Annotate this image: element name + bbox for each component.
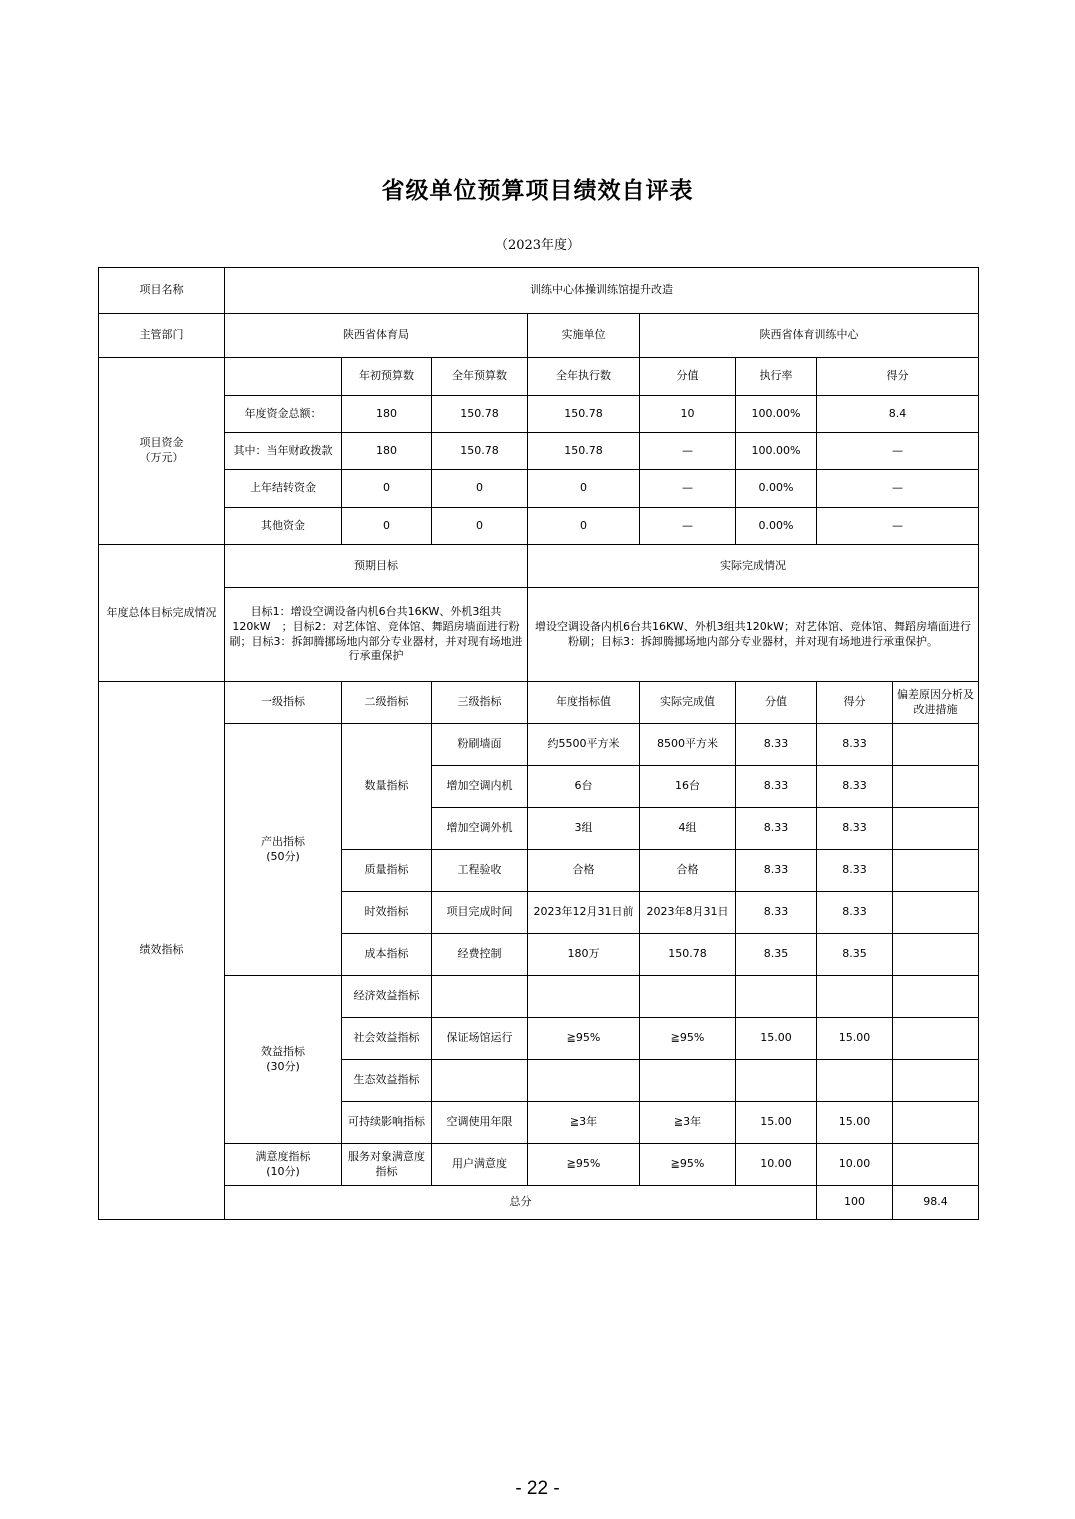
actual-cell: 4组 <box>640 808 736 850</box>
funds-cell: 0 <box>432 470 528 508</box>
project-name: 训练中心体操训练馆提升改造 <box>225 268 979 314</box>
target-cell: 180万 <box>528 934 640 976</box>
total-row <box>99 1186 979 1220</box>
score-cell: 15.00 <box>817 1102 893 1144</box>
funds-cell: 0 <box>432 508 528 545</box>
level2-sustainable: 可持续影响指标 <box>342 1102 432 1144</box>
funds-cell: 10 <box>640 396 736 433</box>
impl-label: 实施单位 <box>528 314 640 358</box>
note-cell <box>893 1060 979 1102</box>
actual-completion-label: 实际完成情况 <box>528 545 979 588</box>
funds-cell: 150.78 <box>432 396 528 433</box>
funds-cell: 0 <box>342 508 432 545</box>
level2-economic: 经济效益指标 <box>342 976 432 1018</box>
funds-cell: 150.78 <box>528 433 640 470</box>
value-cell: 15.00 <box>736 1102 817 1144</box>
page-number: - 22 - <box>515 1478 560 1499</box>
funds-cell: 8.4 <box>817 396 979 433</box>
funds-cell: — <box>817 508 979 545</box>
funds-header: 年初预算数 <box>342 358 432 396</box>
level3-cell: 空调使用年限 <box>432 1102 528 1144</box>
funds-cell: 0 <box>528 470 640 508</box>
value-cell: 8.35 <box>736 934 817 976</box>
level2-ecological: 生态效益指标 <box>342 1060 432 1102</box>
level2-social: 社会效益指标 <box>342 1018 432 1060</box>
score-cell: 15.00 <box>817 1018 893 1060</box>
level1-output: 产出指标 (50分) <box>225 724 342 976</box>
level3-cell: 粉刷墙面 <box>432 724 528 766</box>
total-value: 100 <box>817 1186 893 1220</box>
target-cell: ≧95% <box>528 1018 640 1060</box>
note-cell <box>893 766 979 808</box>
level3-cell: 保证场馆运行 <box>432 1018 528 1060</box>
level2-service-satisfaction: 服务对象满意度指标 <box>342 1144 432 1186</box>
score-cell: 8.33 <box>817 850 893 892</box>
funds-row-label: 年度资金总额： <box>225 396 342 433</box>
indicator-row <box>99 976 979 1018</box>
goals-label: 年度总体目标完成情况 <box>99 545 225 682</box>
score-cell: 8.33 <box>817 766 893 808</box>
level2-timeliness: 时效指标 <box>342 892 432 934</box>
total-label: 总分 <box>225 1186 817 1220</box>
actual-cell: 合格 <box>640 850 736 892</box>
level2-quality: 质量指标 <box>342 850 432 892</box>
actual-cell: ≧95% <box>640 1144 736 1186</box>
level3-cell <box>432 1060 528 1102</box>
funds-cell: 100.00% <box>736 433 817 470</box>
funds-row-label: 其中：当年财政拨款 <box>225 433 342 470</box>
performance-header: 二级指标 <box>342 682 432 724</box>
score-cell: 8.33 <box>817 808 893 850</box>
note-cell <box>893 1144 979 1186</box>
funds-header: 得分 <box>817 358 979 396</box>
value-cell: 8.33 <box>736 724 817 766</box>
funds-header: 全年预算数 <box>432 358 528 396</box>
value-cell: 8.33 <box>736 850 817 892</box>
value-cell <box>736 1060 817 1102</box>
funds-cell: 0 <box>528 508 640 545</box>
funds-cell: — <box>817 470 979 508</box>
actual-cell: 16台 <box>640 766 736 808</box>
performance-header: 得分 <box>817 682 893 724</box>
target-cell <box>528 1060 640 1102</box>
funds-row <box>99 508 979 545</box>
funds-cell: 180 <box>342 433 432 470</box>
indicator-row <box>99 724 979 766</box>
funds-cell: 0.00% <box>736 470 817 508</box>
score-cell <box>817 1060 893 1102</box>
target-cell: ≧95% <box>528 1144 640 1186</box>
actual-cell: 150.78 <box>640 934 736 976</box>
funds-cell: 0 <box>342 470 432 508</box>
expected-goal-label: 预期目标 <box>225 545 528 588</box>
expected-goal-text: 目标1：增设空调设备内机6台共16KW、外机3组共120kW ；目标2：对艺体馆、竞体馆、舞蹈房墙面进行粉刷；目标3：拆卸腾挪场地内部分专业器材，并对现有场地进行承重保护 <box>225 588 528 682</box>
funds-cell: 180 <box>342 396 432 433</box>
value-cell: 10.00 <box>736 1144 817 1186</box>
document-title: 省级单位预算项目绩效自评表 <box>381 178 694 204</box>
level3-cell: 经费控制 <box>432 934 528 976</box>
funds-cell: — <box>640 470 736 508</box>
level1-satisfaction: 满意度指标 (10分) <box>225 1144 342 1186</box>
score-cell: 10.00 <box>817 1144 893 1186</box>
performance-label: 绩效指标 <box>99 682 225 1220</box>
note-cell <box>893 724 979 766</box>
actual-cell <box>640 976 736 1018</box>
performance-header: 偏差原因分析及改进措施 <box>893 682 979 724</box>
target-cell: 6台 <box>528 766 640 808</box>
value-cell: 15.00 <box>736 1018 817 1060</box>
actual-cell: ≧3年 <box>640 1102 736 1144</box>
score-cell: 8.33 <box>817 892 893 934</box>
funds-header: 分值 <box>640 358 736 396</box>
funds-cell: — <box>817 433 979 470</box>
funds-row-label: 上年结转资金 <box>225 470 342 508</box>
project-name-label: 项目名称 <box>99 268 225 314</box>
funds-header: 全年执行数 <box>528 358 640 396</box>
note-cell <box>893 1102 979 1144</box>
target-cell: 2023年12月31日前 <box>528 892 640 934</box>
value-cell: 8.33 <box>736 808 817 850</box>
note-cell <box>893 808 979 850</box>
score-cell: 8.33 <box>817 724 893 766</box>
document-subtitle: （2023年度） <box>494 238 581 253</box>
performance-header: 分值 <box>736 682 817 724</box>
level1-benefit: 效益指标 (30分) <box>225 976 342 1144</box>
value-cell: 8.33 <box>736 892 817 934</box>
funds-cell: 0.00% <box>736 508 817 545</box>
level3-cell: 用户满意度 <box>432 1144 528 1186</box>
actual-cell: ≧95% <box>640 1018 736 1060</box>
performance-header: 年度指标值 <box>528 682 640 724</box>
funds-header-empty <box>225 358 342 396</box>
target-cell: 3组 <box>528 808 640 850</box>
note-cell <box>893 850 979 892</box>
level3-cell <box>432 976 528 1018</box>
level2-quantity: 数量指标 <box>342 724 432 850</box>
actual-cell: 2023年8月31日 <box>640 892 736 934</box>
impl-value: 陕西省体育训练中心 <box>640 314 979 358</box>
actual-cell <box>640 1060 736 1102</box>
actual-cell: 8500平方米 <box>640 724 736 766</box>
performance-header: 三级指标 <box>432 682 528 724</box>
target-cell: ≧3年 <box>528 1102 640 1144</box>
total-score: 98.4 <box>893 1186 979 1220</box>
funds-label: 项目资金 （万元） <box>99 358 225 545</box>
funds-cell: 100.00% <box>736 396 817 433</box>
value-cell <box>736 976 817 1018</box>
actual-completion-text: 增设空调设备内机6台共16KW、外机3组共120kW；对艺体馆、竞体馆、舞蹈房墙面进行粉刷；目标3：拆卸腾挪场地内部分专业器材，并对现有场地进行承重保护。 <box>528 588 979 682</box>
level3-cell: 工程验收 <box>432 850 528 892</box>
dept-label: 主管部门 <box>99 314 225 358</box>
note-cell <box>893 976 979 1018</box>
value-cell: 8.33 <box>736 766 817 808</box>
self-evaluation-table <box>98 267 979 1220</box>
score-cell <box>817 976 893 1018</box>
target-cell: 约5500平方米 <box>528 724 640 766</box>
funds-cell: 150.78 <box>528 396 640 433</box>
note-cell <box>893 1018 979 1060</box>
target-cell: 合格 <box>528 850 640 892</box>
funds-row <box>99 470 979 508</box>
note-cell <box>893 934 979 976</box>
level3-cell: 增加空调外机 <box>432 808 528 850</box>
funds-header: 执行率 <box>736 358 817 396</box>
funds-cell: — <box>640 508 736 545</box>
funds-row-label: 其他资金 <box>225 508 342 545</box>
funds-row <box>99 433 979 470</box>
dept-value: 陕西省体育局 <box>225 314 528 358</box>
note-cell <box>893 892 979 934</box>
level2-cost: 成本指标 <box>342 934 432 976</box>
funds-cell: 150.78 <box>432 433 528 470</box>
level3-cell: 增加空调内机 <box>432 766 528 808</box>
score-cell: 8.35 <box>817 934 893 976</box>
performance-header: 实际完成值 <box>640 682 736 724</box>
target-cell <box>528 976 640 1018</box>
funds-cell: — <box>640 433 736 470</box>
indicator-row <box>99 1144 979 1186</box>
performance-header: 一级指标 <box>225 682 342 724</box>
level3-cell: 项目完成时间 <box>432 892 528 934</box>
funds-row <box>99 396 979 433</box>
